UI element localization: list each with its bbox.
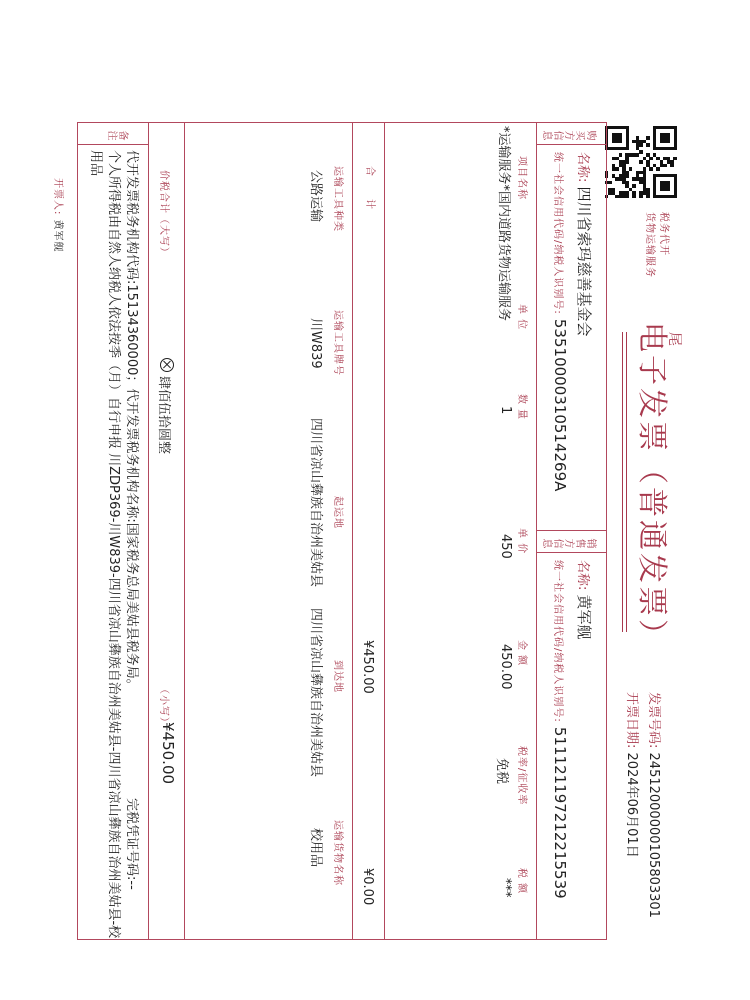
transport-goods: 校用品 <box>308 828 323 868</box>
total-small-label: （小写） <box>158 684 169 728</box>
item-price: 450 <box>498 534 513 559</box>
item-col-unit: 单 位 <box>516 304 527 331</box>
transport-col-origin: 起运地 <box>332 496 343 529</box>
buyer-name: 四川省索玛慈善基金会 <box>575 186 593 337</box>
remarks-line1: 代开发票税务机构代码:15134360000；代开发票税务机构名称:国家税务总局美姑县税务局。 <box>124 150 139 692</box>
buyer-name-label: 名称: <box>575 152 590 183</box>
buyer-tax-id: 53510000310514269A <box>551 318 569 492</box>
item-col-rate: 税率/征收率 <box>516 746 527 806</box>
invoice-no: 24512000000105803301 <box>646 752 661 918</box>
remarks-line3: 用品 <box>88 150 103 177</box>
seller-tax-label: 统一社会信用代码/纳税人识别号: <box>552 560 563 723</box>
invoice-title: 电子发票（普通发票） <box>634 322 669 652</box>
transport-type: 公路运输 <box>308 170 323 223</box>
remarks-line1-tail: 完税凭证号码:-- <box>124 798 139 890</box>
total-upper: 肆佰伍拾圆整 <box>156 376 171 455</box>
sum-amount: ¥450.00 <box>360 640 375 694</box>
badge-line1: 税务代开 <box>658 212 669 256</box>
seller-name: 黄军舰 <box>575 594 593 640</box>
seller-name-label: 名称: <box>575 560 590 591</box>
total-label: 价税合计（大写） <box>158 170 169 258</box>
transport-col-dest: 到达地 <box>332 660 343 693</box>
remarks-side-label: 备注 <box>107 128 129 139</box>
sum-tax: ¥0.00 <box>360 868 375 906</box>
transport-dest: 四川省凉山彝族自治州美姑县 <box>308 608 323 778</box>
buyer-tax-label: 统一社会信用代码/纳税人识别号: <box>552 152 563 315</box>
item-col-name: 项目名称 <box>516 156 527 200</box>
item-col-qty: 数 量 <box>516 394 527 421</box>
seller-side-label: 销售方信息 <box>542 536 597 547</box>
remarks-line2: 个人所得税由自然人纳税人依法按季（月）自行申报 川ZDP369-川W839-四川省凉山彝族自治州美姑县-四川省凉山彝族自治州美姑县-校 <box>106 150 121 939</box>
issuer-name: 黄军舰 <box>52 219 63 253</box>
badge-line2: 货物运输服务 <box>644 212 655 278</box>
qr-code-icon <box>605 126 677 198</box>
item-col-amount: 金 额 <box>516 640 527 667</box>
transport-plate: 川W839 <box>308 318 323 369</box>
cross-circle-icon <box>160 358 174 372</box>
transport-col-goods: 运输货物名称 <box>332 820 343 886</box>
item-tax: *** <box>498 878 513 898</box>
transport-origin: 四川省凉山彝族自治州美姑县 <box>308 418 323 588</box>
seller-tax-id: 511121197212215539 <box>551 726 569 899</box>
item-col-price: 单 价 <box>516 528 527 555</box>
title-underline-1 <box>626 332 627 632</box>
invoice-date: 2024年06月01日 <box>624 752 639 858</box>
sum-label: 合 计 <box>364 166 375 210</box>
date-label: 开票日期: <box>624 692 639 749</box>
buyer-side-label: 购买方信息 <box>542 128 597 139</box>
issuer-label: 开票人: <box>52 178 63 216</box>
invoice-sheet <box>52 60 685 940</box>
total-small: ¥450.00 <box>159 722 177 785</box>
item-amount: 450.00 <box>498 644 513 690</box>
item-col-tax: 税 额 <box>516 868 527 895</box>
item-rate: 免税 <box>494 758 509 785</box>
title-underline-2 <box>622 332 623 632</box>
transport-col-type: 运输工具种类 <box>332 166 343 232</box>
invoice-no-label: 发票号码: <box>646 692 661 749</box>
item-name: *运输服务*国内道路货物运输服务 <box>496 126 511 322</box>
item-qty: 1 <box>498 406 513 415</box>
tail-mark: 尾 <box>666 332 682 346</box>
transport-col-plate: 运输工具牌号 <box>332 310 343 376</box>
